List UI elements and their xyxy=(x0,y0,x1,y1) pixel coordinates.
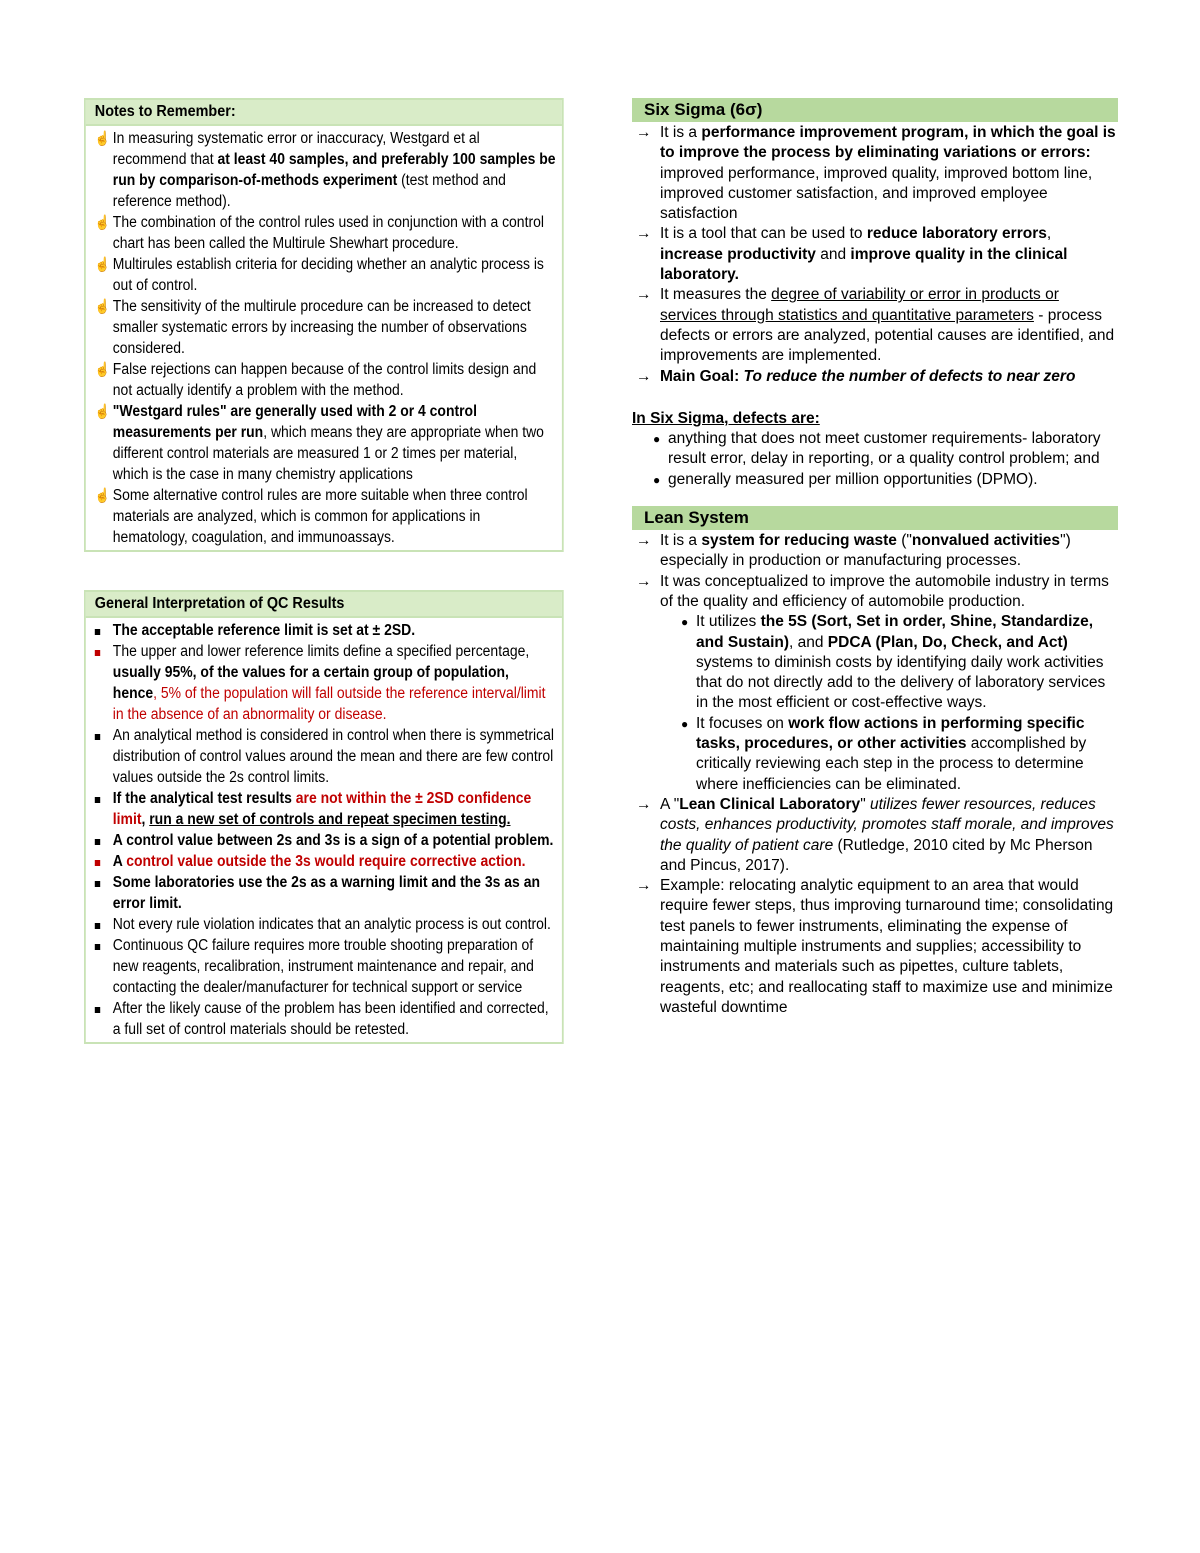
hand-pointer-icon: ☝ xyxy=(94,130,111,146)
six-sigma-title: Six Sigma (6σ) xyxy=(632,98,1118,122)
square-bullet-icon xyxy=(95,797,100,803)
list-item: → It was conceptualized to improve the automobile industry in terms of the quality and efficiency of automobile production. ● It utilizes the 5S (Sort, Set in order, Shine, Standardize, and Sustain), and PDCA (Plan, Do, Check, and Act) systems to diminish costs by identifying daily work activities that do not directly add to the delivery of laboratory services in the most efficient or cost-effective ways. ● It focuses on work flow actions in performing specific tasks, procedures, or other activities accomplished by critically reviewing each step in the process to determine where inefficiencies can be eliminated. xyxy=(632,572,1118,795)
list-item: → It measures the degree of variability or error in products or services through statistics and quantitative parameters - process defects or errors are analyzed, potential causes are identified, and improvements are implemented. xyxy=(636,286,1115,365)
arrow-icon: → xyxy=(636,225,652,243)
hand-pointer-icon: ☝ xyxy=(94,403,111,419)
list-item: Not every rule violation indicates that an analytic process is out control. xyxy=(91,914,556,935)
qc-box xyxy=(84,590,564,1044)
arrow-icon: → xyxy=(636,532,652,550)
list-item: After the likely cause of the problem has been identified and corrected, a full set of control materials should be retested. xyxy=(91,998,556,1040)
defects-heading: In Six Sigma, defects are: xyxy=(632,409,820,427)
square-bullet-icon xyxy=(95,1007,100,1013)
square-bullet-icon xyxy=(95,839,100,845)
notes-box xyxy=(84,98,564,552)
list-item: ● generally measured per million opportunities (DPMO). xyxy=(650,470,1118,490)
list-item: A control value outside the 3s would require corrective action. xyxy=(91,851,556,872)
lean-list xyxy=(632,531,1118,1018)
list-item: A control value between 2s and 3s is a sign of a potential problem. xyxy=(91,830,556,851)
hand-pointer-icon: ☝ xyxy=(94,298,111,314)
defects-list xyxy=(632,429,1118,490)
bullet-icon: ● xyxy=(653,432,661,447)
list-item: ● It focuses on work flow actions in performing specific tasks, procedures, or other activities accomplished by critically reviewing each step in the process to determine where inefficiencies can be eliminated. xyxy=(681,714,1087,793)
bullet-icon: ● xyxy=(653,472,661,487)
hand-pointer-icon: ☝ xyxy=(94,361,111,377)
list-item: → It is a performance improvement program, in which the goal is to improve the process by eliminating variations or errors: improved performance, improved quality, improved bottom line, improved customer satisfaction, and improved employee satisfaction xyxy=(636,124,1116,223)
list-item: ☝ The sensitivity of the multirule procedure can be increased to detect smaller systematic errors by increasing the number of observations considered. xyxy=(94,298,531,357)
arrow-icon: → xyxy=(636,124,652,141)
list-item: An analytical method is considered in control when there is symmetrical distribution of control values around the mean and there are few control values outside the 2s control limits. xyxy=(91,725,556,788)
square-bullet-icon xyxy=(95,860,100,866)
list-item: ☝ "Westgard rules" are generally used with 2 or 4 control measurements per run, which means they are appropriate when two different control materials are measured 1 or 2 times per material, which is the case in many chemistry applications xyxy=(94,403,544,483)
list-item: Some laboratories use the 2s as a warning limit and the 3s as an error limit. xyxy=(91,872,556,914)
qc-title: General Interpretation of QC Results xyxy=(86,592,562,618)
arrow-icon: → xyxy=(636,572,652,590)
six-sigma-list xyxy=(632,123,1118,387)
arrow-icon: → xyxy=(636,367,652,385)
list-item: ● It utilizes the 5S (Sort, Set in order, Shine, Standardize, and Sustain), and PDCA (Plan, Do, Check, and Act) systems to diminish costs by identifying daily work activities that do not directly add to the delivery of laboratory services in the most efficient or cost-effective ways. xyxy=(681,613,1106,712)
list-item: → Example: relocating analytic equipment to an area that would require fewer steps, thus improving turnaround time; consolidating test panels to fewer instruments, eliminating the expense of maintaining multiple instruments and supplies; accessibility to instruments and materials such as pipettes, culture tablets, reagents, etc; and reallocating staff to maximize use and minimize wasteful downtime xyxy=(636,877,1114,1016)
arrow-icon: → xyxy=(636,877,652,895)
hand-pointer-icon: ☝ xyxy=(94,214,111,230)
hand-pointer-icon: ☝ xyxy=(94,256,111,272)
list-item: ☝ Some alternative control rules are more suitable when three control materials are analyzed, which is common for applications in hematology, coagulation, and immunoassays. xyxy=(94,487,528,546)
list-item: → It is a tool that can be used to reduce laboratory errors, increase productivity and improve quality in the clinical laboratory. xyxy=(636,225,1068,284)
square-bullet-icon xyxy=(95,734,100,740)
square-bullet-icon xyxy=(95,881,100,887)
bullet-icon: ● xyxy=(681,716,689,731)
list-item: ☝ Multirules establish criteria for deciding whether an analytic process is out of control. xyxy=(94,256,544,294)
list-item: ☝ In measuring systematic error or inaccuracy, Westgard et al recommend that at least 40 samples, and preferably 100 samples be run by comparison-of-methods experiment (test method and reference method). xyxy=(94,130,556,210)
hand-pointer-icon: ☝ xyxy=(94,487,111,503)
list-item: ☝ False rejections can happen because of the control limits design and not actually identify a problem with the method. xyxy=(94,361,537,399)
arrow-icon: → xyxy=(636,795,652,813)
list-item: → It is a system for reducing waste ("nonvalued activities") especially in production or manufacturing processes. xyxy=(636,532,1071,570)
right-column xyxy=(632,98,1118,1018)
list-item: Continuous QC failure requires more trouble shooting preparation of new reagents, recalibration, instrument maintenance and repair, and contacting the dealer/manufacturer for technical support or service xyxy=(91,935,556,998)
notes-list xyxy=(86,126,562,550)
list-item: ☝ The combination of the control rules used in conjunction with a control chart has been called the Multirule Shewhart procedure. xyxy=(94,214,544,252)
list-item: → Main Goal: To reduce the number of defects to near zero xyxy=(632,367,1118,387)
square-bullet-icon xyxy=(95,944,100,950)
square-bullet-icon xyxy=(95,650,100,656)
list-item: The upper and lower reference limits define a specified percentage, usually 95%, of the values for a certain group of population, hence, 5% of the population will fall outside the reference interval/limit in the absence of an abnormality or disease. xyxy=(91,641,556,725)
square-bullet-icon xyxy=(95,629,100,635)
qc-list xyxy=(86,618,562,1042)
list-item: → A "Lean Clinical Laboratory" utilizes fewer resources, reduces costs, enhances productivity, promotes staff morale, and improves the quality of patient care (Rutledge, 2010 cited by Mc Pherson and Pincus, 2017). xyxy=(636,795,1114,874)
bullet-icon: ● xyxy=(681,615,689,630)
list-item: ● anything that does not meet customer requirements- laboratory result error, delay in reporting, or a quality control problem; and xyxy=(653,430,1101,468)
arrow-icon: → xyxy=(636,286,652,304)
square-bullet-icon xyxy=(95,923,100,929)
list-item: The acceptable reference limit is set at ± 2SD. xyxy=(91,620,556,641)
lean-sublist xyxy=(660,612,1118,795)
list-item: If the analytical test results are not within the ± 2SD confidence limit, run a new set of controls and repeat specimen testing. xyxy=(91,788,556,830)
notes-title: Notes to Remember: xyxy=(86,100,562,126)
lean-title: Lean System xyxy=(632,506,1118,530)
